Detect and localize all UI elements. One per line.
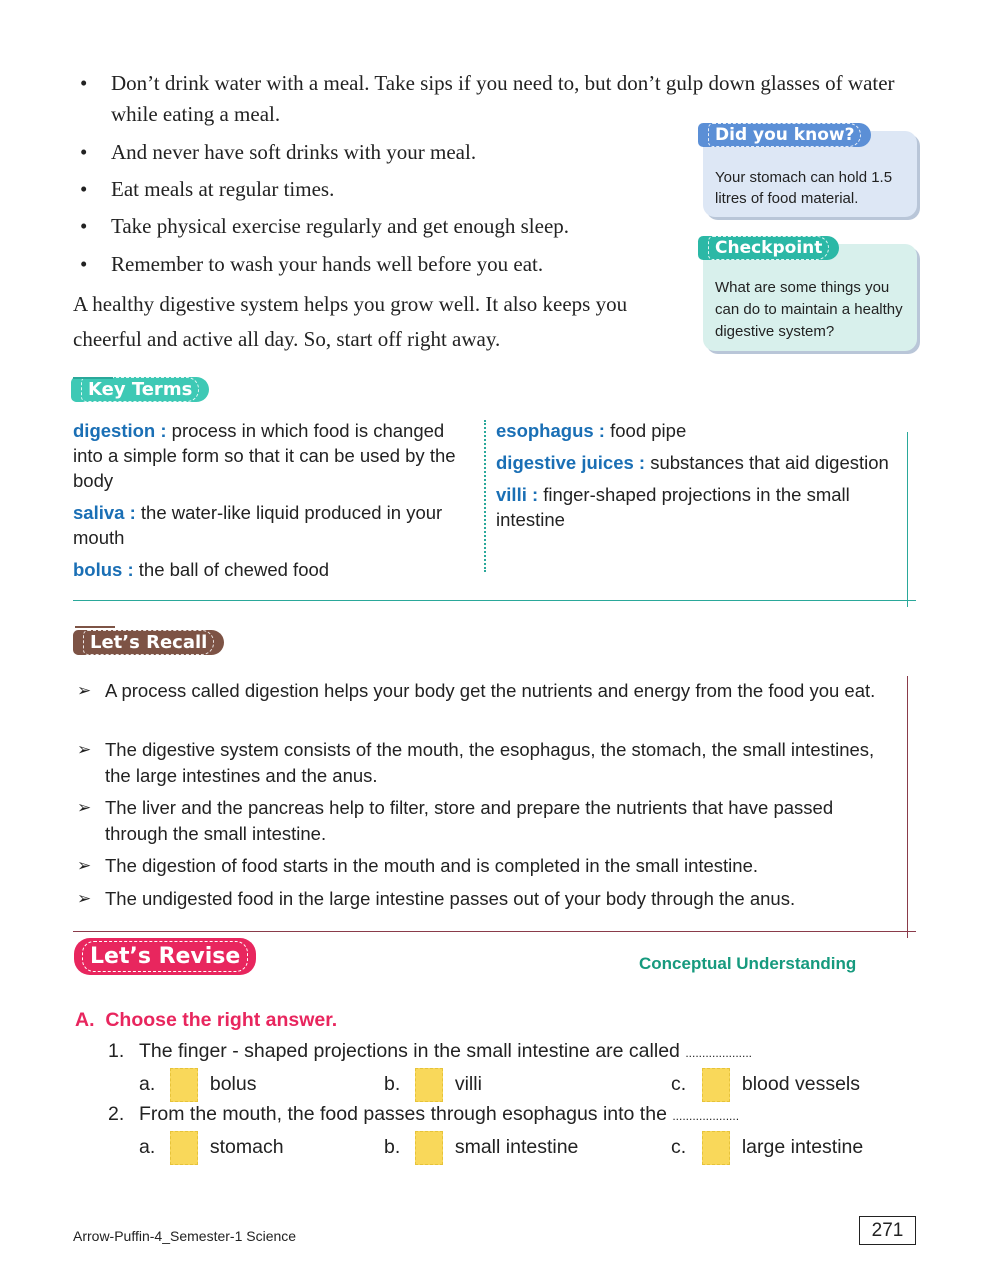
option-text: stomach xyxy=(209,1136,284,1159)
question-text: The finger - shaped projections in the small intestine are called xyxy=(139,1040,680,1062)
key-terms-right-column xyxy=(496,418,896,539)
key-terms-divider xyxy=(484,420,486,572)
key-term-definition: the water-like liquid produced in your mouth xyxy=(73,502,443,548)
answer-blank: .................... xyxy=(672,1109,740,1123)
recall-text: The liver and the pancreas help to filter, store and prepare the nutrients that have passed through the small intestine. xyxy=(105,797,834,844)
bullet-icon: • xyxy=(80,71,88,95)
key-terms-tag xyxy=(71,377,209,402)
book-title-footer: Arrow-Puffin-4_Semester-1 Science xyxy=(73,1228,297,1244)
key-term-definition: process in which food is changed into a simple form so that it can be used by the body xyxy=(73,420,456,491)
key-term-definition: substances that aid digestion xyxy=(645,452,889,473)
question-2 xyxy=(108,1103,739,1126)
key-term-item xyxy=(496,482,896,532)
recall-title: Let’s Recall xyxy=(83,630,214,655)
key-term-item xyxy=(73,557,473,582)
option-label: b. xyxy=(384,1073,401,1096)
question-1 xyxy=(108,1040,752,1063)
key-term-word: saliva : xyxy=(73,502,136,523)
checkpoint-text: What are some things you can do to maintain a healthy digestive system? xyxy=(715,279,903,340)
arrow-bullet-icon: ➢ xyxy=(77,681,92,700)
key-term-item xyxy=(496,418,896,443)
did-you-know-title: Did you know? xyxy=(708,123,861,147)
answer-blank: .................... xyxy=(685,1046,752,1060)
option-1b[interactable] xyxy=(384,1068,482,1102)
option-label: a. xyxy=(139,1136,156,1159)
bullet-icon: • xyxy=(80,214,88,238)
bullet-icon: • xyxy=(80,252,88,276)
answer-checkbox[interactable] xyxy=(415,1068,443,1102)
option-2a[interactable] xyxy=(139,1131,284,1165)
recall-accent-line xyxy=(75,626,115,628)
question-number: 2. xyxy=(108,1103,125,1125)
recall-bottom-rule xyxy=(73,931,916,932)
arrow-bullet-icon: ➢ xyxy=(77,798,92,817)
conceptual-understanding-label: Conceptual Understanding xyxy=(639,954,857,973)
page-number: 271 xyxy=(859,1216,916,1245)
key-terms-right-rule xyxy=(907,432,908,607)
checkpoint-tag xyxy=(698,236,839,260)
option-text: bolus xyxy=(209,1073,257,1096)
key-term-definition: food pipe xyxy=(604,420,687,441)
option-text: large intestine xyxy=(741,1136,864,1159)
tip-text: And never have soft drinks with your meal. xyxy=(111,140,477,164)
question-number: 1. xyxy=(108,1040,125,1062)
key-term-definition: finger-shaped projections in the small intestine xyxy=(496,484,850,530)
option-text: small intestine xyxy=(454,1136,579,1159)
summary-paragraph: A healthy digestive system helps you grow well. It also keeps you cheerful and active all day. So, start off right away. xyxy=(73,292,628,351)
option-label: c. xyxy=(671,1136,687,1159)
key-term-item xyxy=(496,450,896,475)
option-label: c. xyxy=(671,1073,687,1096)
revise-title: Let’s Revise xyxy=(82,941,248,972)
key-terms-title: Key Terms xyxy=(81,377,199,402)
recall-text: The digestive system consists of the mouth, the esophagus, the stomach, the small intestines, the large intestines and the anus. xyxy=(105,739,875,786)
question-text: From the mouth, the food passes through esophagus into the xyxy=(139,1103,667,1125)
option-1c[interactable] xyxy=(671,1068,860,1102)
key-term-word: villi : xyxy=(496,484,539,505)
key-terms-left-column xyxy=(73,418,473,589)
key-term-word: digestive juices : xyxy=(496,452,646,473)
section-a-heading: A. Choose the right answer. xyxy=(75,1009,338,1031)
key-term-word: esophagus : xyxy=(496,420,605,441)
key-term-word: digestion : xyxy=(73,420,167,441)
option-text: villi xyxy=(454,1073,482,1096)
did-you-know-tag xyxy=(698,123,871,147)
arrow-bullet-icon: ➢ xyxy=(77,740,92,759)
arrow-bullet-icon: ➢ xyxy=(77,889,92,908)
answer-checkbox[interactable] xyxy=(170,1131,198,1165)
tip-text: Eat meals at regular times. xyxy=(111,177,335,201)
recall-right-rule xyxy=(907,676,908,938)
option-2c[interactable] xyxy=(671,1131,863,1165)
did-you-know-text: Your stomach can hold 1.5 litres of food material. xyxy=(715,169,893,207)
answer-checkbox[interactable] xyxy=(170,1068,198,1102)
key-term-definition: the ball of chewed food xyxy=(133,559,330,580)
option-label: a. xyxy=(139,1073,156,1096)
key-term-word: bolus : xyxy=(73,559,134,580)
recall-tag xyxy=(73,630,224,655)
tip-text: Take physical exercise regularly and get enough sleep. xyxy=(111,214,570,238)
key-terms-bottom-rule xyxy=(73,600,916,601)
tip-text: Don’t drink water with a meal. Take sips if you need to, but don’t gulp down glasses of water while eating a meal. xyxy=(111,71,895,126)
key-term-item xyxy=(73,418,473,493)
answer-checkbox[interactable] xyxy=(702,1068,730,1102)
bullet-icon: • xyxy=(80,177,88,201)
tip-text: Remember to wash your hands well before you eat. xyxy=(111,252,544,276)
option-label: b. xyxy=(384,1136,401,1159)
recall-text: A process called digestion helps your body get the nutrients and energy from the food you eat. xyxy=(105,680,876,701)
arrow-bullet-icon: ➢ xyxy=(77,856,92,875)
bullet-icon: • xyxy=(80,140,88,164)
option-2b[interactable] xyxy=(384,1131,578,1165)
recall-text: The digestion of food starts in the mouth and is completed in the small intestine. xyxy=(105,855,759,876)
key-terms-accent-line xyxy=(73,377,113,379)
option-1a[interactable] xyxy=(139,1068,256,1102)
key-term-item xyxy=(73,500,473,550)
checkpoint-title: Checkpoint xyxy=(708,236,829,260)
answer-checkbox[interactable] xyxy=(415,1131,443,1165)
option-text: blood vessels xyxy=(741,1073,860,1096)
recall-text: The undigested food in the large intestine passes out of your body through the anus. xyxy=(105,888,796,909)
answer-checkbox[interactable] xyxy=(702,1131,730,1165)
revise-tag xyxy=(74,938,256,975)
